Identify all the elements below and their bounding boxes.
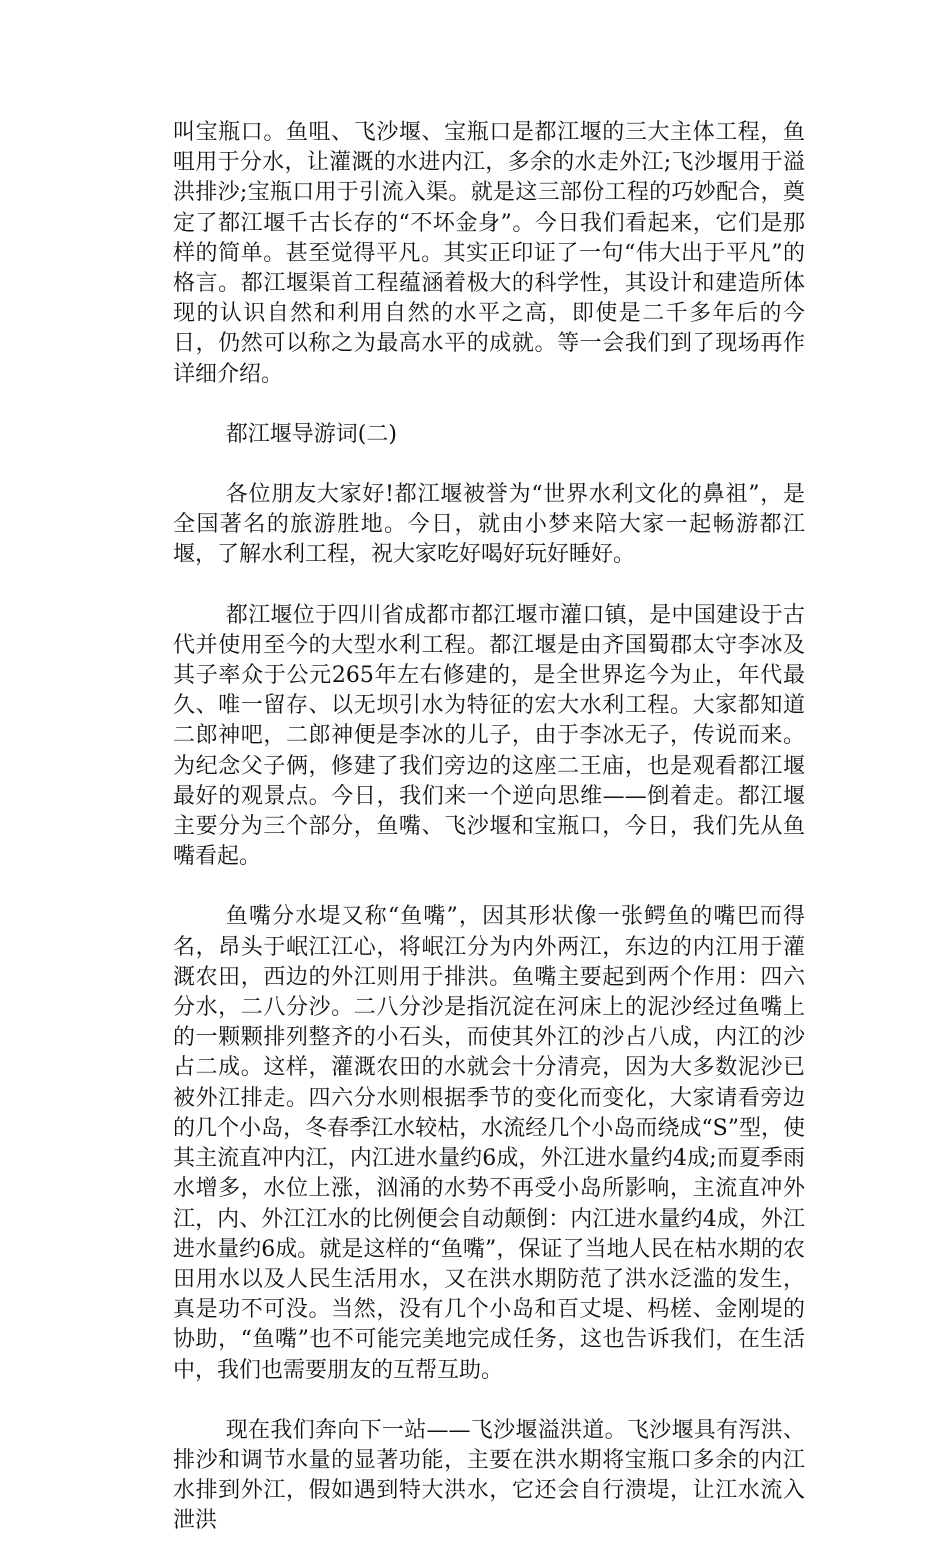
paragraph-greeting: 各位朋友大家好!都江堰被誉为“世界水利文化的鼻祖”，是全国著名的旅游胜地。今日，就由小梦来陪大家一起畅游都江堰，了解水利工程，祝大家吃好喝好玩好睡好。 [173,482,805,568]
paragraph-location-history: 都江堰位于四川省成都市都江堰市灌口镇，是中国建设于古代并使用至今的大型水利工程。都江堰是由齐国蜀郡太守李冰及其子率众于公元265年左右修建的，是全世界迄今为止，年代最久、唯一留存、以无坝引水为特征的宏大水利工程。大家都知道二郎神吧，二郎神便是李冰的儿子，由于李冰无子，传说而来。为纪念父子俩，修建了我们旁边的这座二王庙，也是观看都江堰最好的观景点。今日，我们来一个逆向思维——倒着走。都江堰主要分为三个部分，鱼嘴、飞沙堰和宝瓶口，今日，我们先从鱼嘴看起。 [173,602,805,870]
paragraph-feishayan: 现在我们奔向下一站——飞沙堰溢洪道。飞沙堰具有泻洪、排沙和调节水量的显著功能，主要在洪水期将宝瓶口多余的内江水排到外江，假如遇到特大洪水，它还会自行溃堤，让江水流入泄洪 [173,1417,805,1534]
paragraph-continuation: 叫宝瓶口。鱼咀、飞沙堰、宝瓶口是都江堰的三大主体工程，鱼咀用于分水，让灌溉的水进内江，多余的水走外江;飞沙堰用于溢洪排沙;宝瓶口用于引流入渠。就是这三部份工程的巧妙配合，奠定了都江堰千古长存的“不坏金身”。今日我们看起来，它们是那样的简单。甚至觉得平凡。其实正印证了一句“伟大出于平凡”的格言。都江堰渠首工程蕴涵着极大的科学性，其设计和建造所体现的认识自然和利用自然的水平之高，即使是二千多年后的今日，仍然可以称之为最高水平的成就。等一会我们到了现场再作详细介绍。 [173,120,805,387]
section-heading: 都江堰导游词(二) [225,421,397,447]
document-body [173,118,805,1567]
paragraph-fish-mouth: 鱼嘴分水堤又称“鱼嘴”，因其形状像一张鳄鱼的嘴巴而得名，昂头于岷江江心，将岷江分为内外两江，东边的内江用于灌溉农田，西边的外江则用于排洪。鱼嘴主要起到两个作用：四六分水，二八分沙。二八分沙是指沉淀在河床上的泥沙经过鱼嘴上的一颗颗排列整齐的小石头，而使其外江的沙占八成，内江的沙占二成。这样，灌溉农田的水就会十分清亮，因为大多数泥沙已被外江排走。四六分水则根据季节的变化而变化，大家请看旁边的几个小岛，冬春季江水较枯，水流经几个小岛而绕成“S”型，使其主流直冲内江，内江进水量约6成，外江进水量约4成;而夏季雨水增多，水位上涨，汹涌的水势不再受小岛所影响，主流直冲外江，内、外江江水的比例便会自动颠倒：内江进水量约4成，外江进水量约6成。就是这样的“鱼嘴”，保证了当地人民在枯水期的农田用水以及人民生活用水，又在洪水期防范了洪水泛滥的发生，真是功不可没。当然，没有几个小岛和百丈堤、杩槎、金刚堤的协助，“鱼嘴”也不可能完美地完成任务，这也告诉我们，在生活中，我们也需要朋友的互帮互助。 [173,904,805,1383]
